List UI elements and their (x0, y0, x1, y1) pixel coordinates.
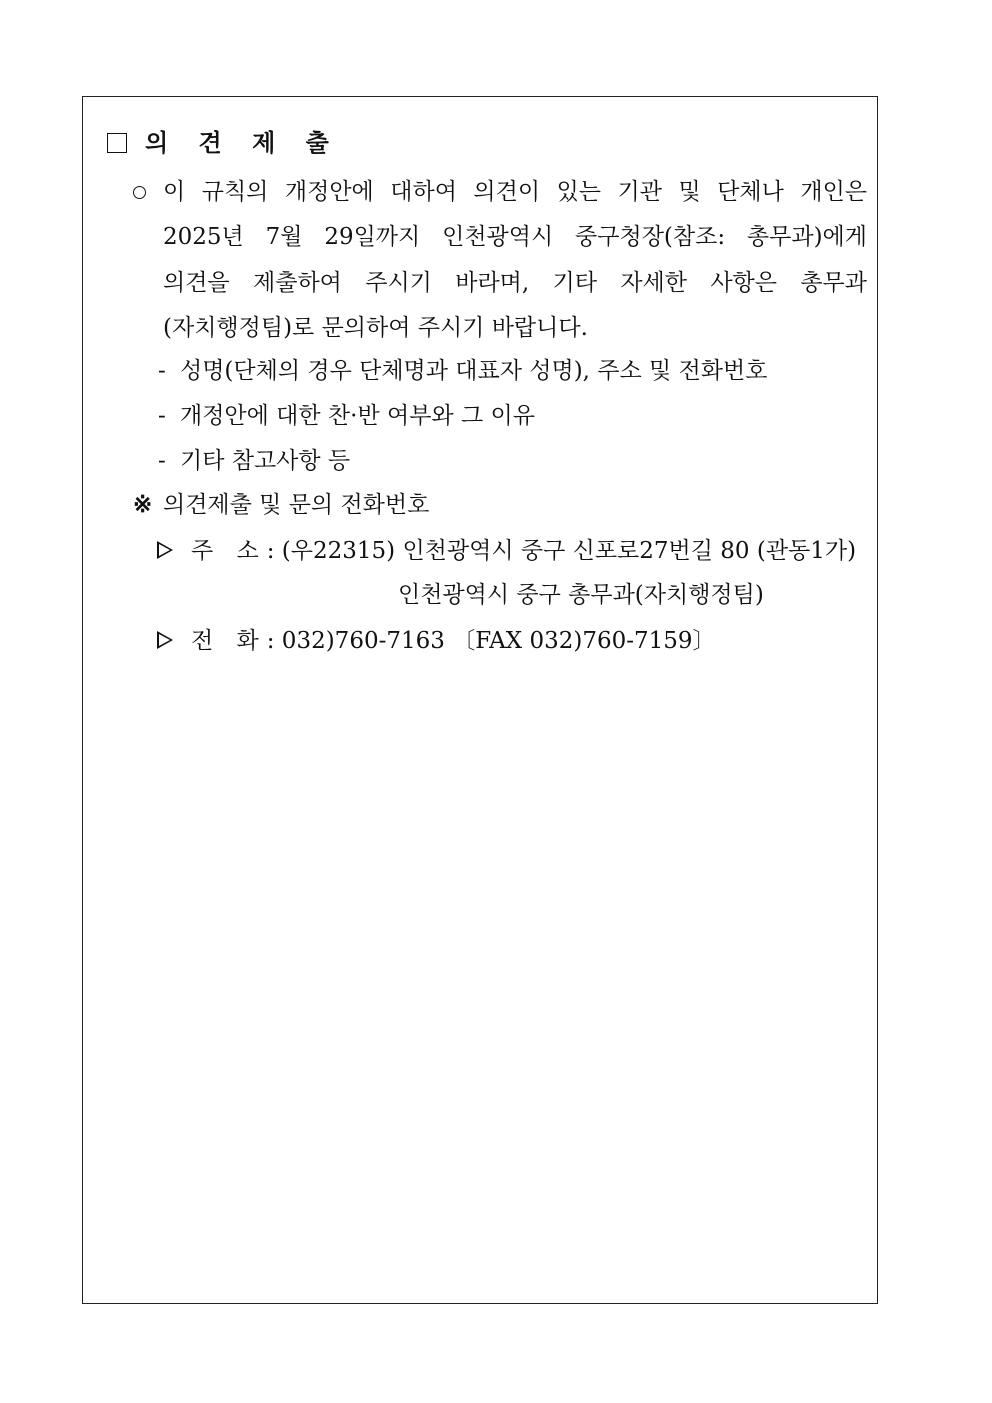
notice-paragraph-line-3 (163, 269, 867, 297)
contact-heading (133, 491, 429, 519)
triangle-bullet-icon (157, 541, 173, 559)
list-item (158, 357, 767, 385)
notice-text-line: 이 규칙의 개정안에 대하여 의견이 있는 기관 및 단체나 개인은 (163, 179, 867, 205)
list-item-text: 개정안에 대한 찬·반 여부와 그 이유 (180, 403, 535, 429)
section-heading (107, 129, 340, 157)
phone-value: : 032)760-7163 〔FAX 032)760-7159〕 (266, 628, 716, 654)
list-item-text: 성명(단체의 경우 단체명과 대표자 성명), 주소 및 전화번호 (180, 358, 768, 384)
triangle-bullet-icon (157, 631, 173, 649)
dash-icon: - (158, 403, 166, 429)
circle-bullet-icon (133, 186, 146, 199)
contact-heading-text: 의견제출 및 문의 전화번호 (163, 492, 430, 518)
list-item (158, 402, 535, 430)
dash-icon: - (158, 358, 166, 384)
section-title: 의 견 제 출 (145, 128, 340, 157)
notice-paragraph-line-2 (163, 223, 867, 251)
reference-mark-icon: ※ (133, 491, 153, 518)
checkbox-icon (107, 133, 127, 153)
address-row (157, 537, 856, 565)
list-item-text: 기타 참고사항 등 (180, 448, 351, 474)
notice-text-line: 의견을 제출하여 주시기 바라며, 기타 자세한 사항은 총무과 (163, 270, 867, 296)
address-value: : (우22315) 인천광역시 중구 신포로27번길 80 (관동1가) (266, 538, 857, 564)
notice-text-line: (자치행정팀)로 문의하여 주시기 바랍니다. (163, 315, 588, 341)
notice-paragraph-line-4 (163, 314, 588, 342)
notice-text-line: 2025년 7월 29일까지 인천광역시 중구청장(참조: 총무과)에게 (163, 224, 867, 250)
phone-label: 전 화 (191, 628, 267, 654)
phone-row (157, 627, 716, 655)
dash-icon: - (158, 448, 166, 474)
notice-paragraph-line-1 (133, 178, 867, 206)
address-row-continued (398, 581, 764, 609)
address-label: 주 소 (191, 538, 267, 564)
list-item (158, 447, 350, 475)
address-value-line-2: 인천광역시 중구 총무과(자치행정팀) (398, 582, 764, 608)
